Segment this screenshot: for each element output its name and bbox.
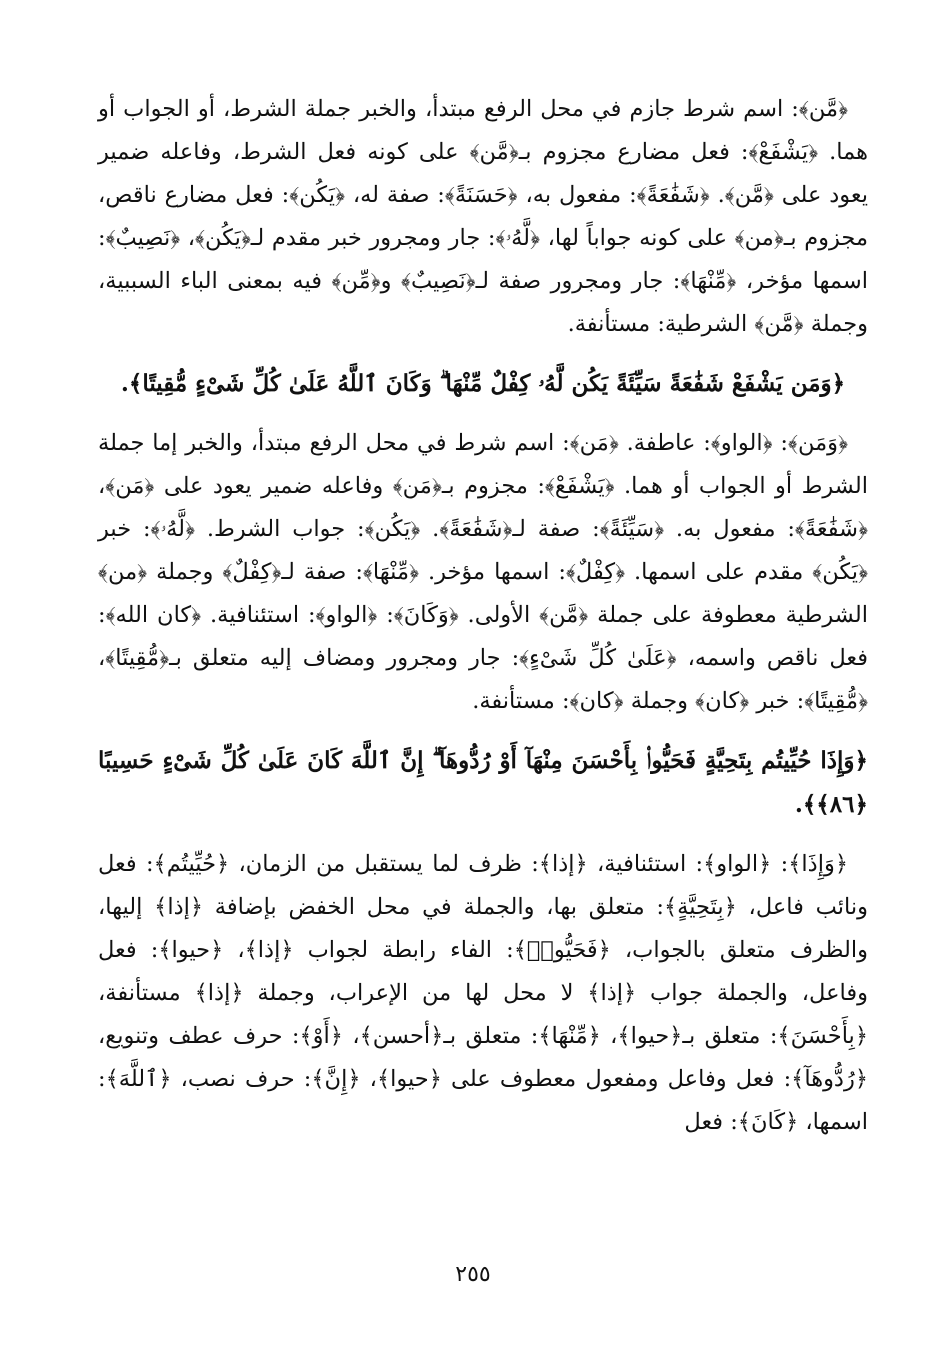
paragraph-2: ﴿وَمَن﴾: ﴿الواو﴾: عاطفة. ﴿مَن﴾: اسم شرط في محل الرفع مبتدأ، والخبر إما جملة الشرط أو الجواب أو هما. ﴿يَشْفَعْ﴾: مجزوم بـ﴿مَن﴾ وفاعله ضمير يعود على ﴿مَن﴾، ﴿شَفَٰعَةً﴾: مفعول به. ﴿سَيِّئَةً﴾: صفة لـ﴿شَفَٰعَةً﴾. ﴿يَكُن﴾: جواب الشرط. ﴿لَّهُۥ﴾: خبر ﴿يَكُن﴾ مقدم على اسمها. ﴿كِفْلٌ﴾: اسمها مؤخر. ﴿مِّنْهَا﴾: صفة لـ﴿كِفْلٌ﴾ وجملة ﴿من﴾ الشرطية معطوفة على جملة ﴿مَّن﴾ الأولى. ﴿وَكَانَ﴾: ﴿الواو﴾: استئنافية. ﴿كان الله﴾: فعل ناقص واسمه، ﴿عَلَىٰ كُلِّ شَىْءٍ﴾: جار ومجرور ومضاف إليه متعلق بـ﴿مُّقِيتًا﴾، ﴿مُّقِيتًا﴾: خبر ﴿كان﴾ وجملة ﴿كان﴾: مستأنفة. bbox=[98, 430, 868, 714]
quran-verse-2: ﴿وَإِذَا حُيِّيتُم بِتَحِيَّةٍ فَحَيُّوا۟ بِأَحْسَنَ مِنْهَآ أَوْ رُدُّوهَآ ۗ إِنَّ ٱللَّهَ كَانَ عَلَىٰ كُلِّ شَىْءٍ حَسِيبًا ﴿٨٦﴾﴾. bbox=[98, 747, 868, 818]
paragraph-1: ﴿مَّن﴾: اسم شرط جازم في محل الرفع مبتدأ، والخبر جملة الشرط، أو الجواب أو هما. ﴿يَشْفَعْ﴾: فعل مضارع مجزوم بـ﴿مَّن﴾ على كونه فعل الشرط، وفاعله ضمير يعود على ﴿مَّن﴾. ﴿شَفَٰعَةً﴾: مفعول به، ﴿حَسَنَةً﴾: صفة له، ﴿يَكُن﴾: فعل مضارع ناقص، مجزوم بـ﴿من﴾ على كونه جواباً لها، ﴿لَّهُۥ﴾: جار ومجرور خبر مقدم لـ﴿يَكُن﴾، ﴿نَصِيبٌ﴾: اسمها مؤخر، ﴿مِّنْهَا﴾: جار ومجرور صفة لـ﴿نَصِيبٌ﴾ و﴿مِّن﴾ فيه بمعنى الباء السببية، وجملة ﴿مَّن﴾ الشرطية: مستأنفة. bbox=[98, 96, 868, 337]
paragraph-3: ﴿وَإِذَا﴾: ﴿الواو﴾: استئنافية، ﴿إذا﴾: ظرف لما يستقبل من الزمان، ﴿حُيِّيتُم﴾: فعل ونائب فاعل، ﴿بِتَحِيَّةٍ﴾: متعلق بها، والجملة في محل الخفض بإضافة ﴿إذا﴾ إليها، والظرف متعلق بالجواب، ﴿فَحَيُّوا۟﴾: الفاء رابطة لجواب ﴿إذا﴾، ﴿حيوا﴾: فعل وفاعل، والجملة جواب ﴿إذا﴾ لا محل لها من الإعراب، وجملة ﴿إذا﴾ مستأنفة، ﴿بِأَحْسَنَ﴾: متعلق بـ﴿حيوا﴾، ﴿مِّنْهَا﴾: متعلق بـ﴿أحسن﴾، ﴿أَوْ﴾: حرف عطف وتنويع، ﴿رُدُّوهَآ﴾: فعل وفاعل ومفعول معطوف على ﴿حيوا﴾، ﴿إِنَّ﴾: حرف نصب، ﴿ٱللَّهَ﴾: اسمها، ﴿كَانَ﴾: فعل bbox=[98, 851, 868, 1135]
quran-verse-1: ﴿وَمَن يَشْفَعْ شَفَٰعَةً سَيِّئَةً يَكُن لَّهُۥ كِفْلٌ مِّنْهَا ۗ وَكَانَ ٱللَّهُ عَلَىٰ كُلِّ شَىْءٍ مُّقِيتًا﴾. bbox=[120, 370, 846, 397]
page-number: ٢٥٥ bbox=[455, 1262, 491, 1287]
page-text bbox=[98, 88, 868, 1160]
